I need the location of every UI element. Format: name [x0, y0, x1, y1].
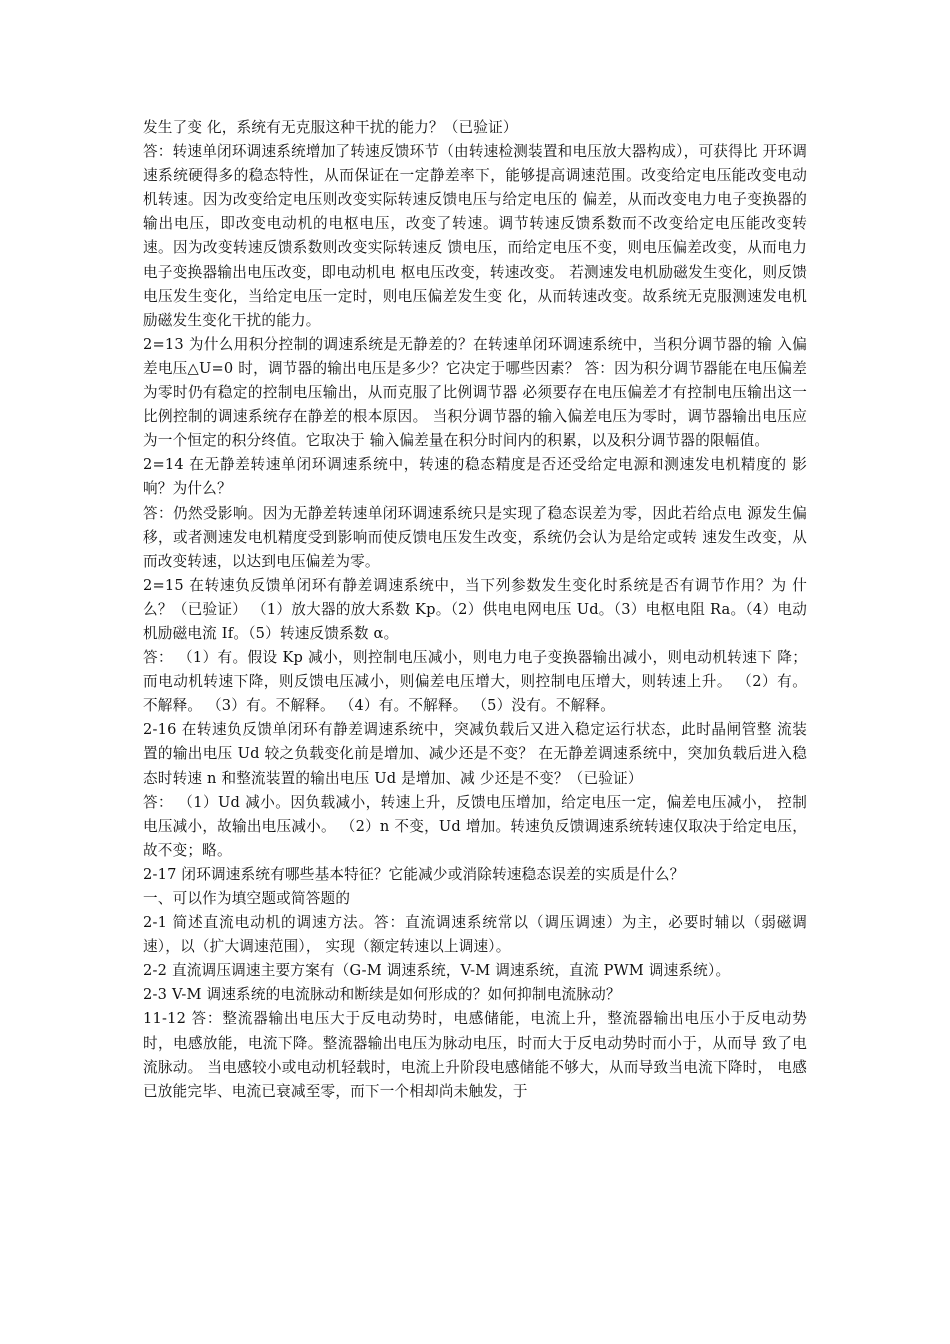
paragraph-7: 答： （1）有。假设 Kp 减小，则控制电压减小，则电力电子变换器输出减小，则电动机转速下 降；而电动机转速下降，则反馈电压减小，则偏差电压增大，则控制电压增大，则转速上升。 （2）有。不解释。 （3）有。不解释。 （4）有。不解释。 （5）没有。不解释。 — [143, 649, 807, 715]
paragraph-4: 2=14 在无静差转速单闭环调速系统中，转速的稳态精度是否还受给定电源和测速发电机精度的 影响？为什么？ — [143, 456, 807, 498]
document-page — [143, 116, 807, 1104]
paragraph-3: 2=13 为什么用积分控制的调速系统是无静差的？在转速单闭环调速系统中，当积分调节器的输 入偏差电压△U=0 时，调节器的输出电压是多少？它决定于哪些因素？ 答：因为积分调节器能在电压偏差为零时仍有稳定的控制电压输出，从而克服了比例调节器 必须要存在电压偏差才有控制电压输出这一比例控制的调速系统存在静差的根本原因。 当积分调节器的输入偏差电压为零时，调节器输出电压应为一个恒定的积分终值。它取决于 输入偏差量在积分时间内的积累，以及积分调节器的限幅值。 — [143, 335, 807, 450]
paragraph-15: 11-12 答：整流器输出电压大于反电动势时，电感储能，电流上升，整流器输出电压小于反电动势 时，电感放能，电流下降。整流器输出电压为脉动电压，时而大于反电动势时而小于，从而导 致了电流脉动。 当电感较小或电动机轻载时，电流上升阶段电感储能不够大，从而导致当电流下降时， 电感已放能完毕、电流已衰减至零，而下一个相却尚未触发，于 — [143, 1010, 807, 1100]
paragraph-13: 2-2 直流调压调速主要方案有（G-M 调速系统，V-M 调速系统，直流 PWM 调速系统）。 — [143, 962, 731, 980]
paragraph-8: 2-16 在转速负反馈单闭环有静差调速系统中，突减负载后又进入稳定运行状态，此时晶闸管整 流装置的输出电压 Ud 较之负载变化前是增加、减少还是不变？ 在无静差调速系统中，突加负载后进入稳态时转速 n 和整流装置的输出电压 Ud 是增加、减 少还是不变？（已验证） — [143, 721, 807, 787]
section-heading: 一、可以作为填空题或简答题的 — [143, 890, 351, 907]
paragraph-5: 答：仍然受影响。因为无静差转速单闭环调速系统只是实现了稳态误差为零，因此若给点电 源发生偏移，或者测速发电机精度受到影响而使反馈电压发生改变，系统仍会认为是给定或转 速发生改变，从而改变转速，以达到电压偏差为零。 — [143, 504, 807, 570]
paragraph-14: 2-3 V-M 调速系统的电流脉动和断续是如何形成的？如何抑制电流脉动？ — [143, 986, 621, 1004]
paragraph-9: 答： （1）Ud 减小。因负载减小，转速上升，反馈电压增加，给定电压一定，偏差电压减小， 控制电压减小，故输出电压减小。 （2）n 不变，Ud 增加。转速负反馈调速系统转速仅取决于给定电压，故不变；略。 — [143, 793, 807, 859]
paragraph-12: 2-1 简述直流电动机的调速方法。答：直流调速系统常以（调压调速）为主，必要时辅以（弱磁调速），以（扩大调速范围）， 实现（额定转速以上调速）。 — [143, 914, 807, 956]
paragraph-10: 2-17 闭环调速系统有哪些基本特征？它能减少或消除转速稳态误差的实质是什么？ — [143, 865, 685, 883]
paragraph-1: 发生了变 化，系统有无克服这种干扰的能力？（已验证） — [143, 119, 518, 136]
paragraph-6: 2=15 在转速负反馈单闭环有静差调速系统中，当下列参数发生变化时系统是否有调节作用？为 什么？（已验证） （1）放大器的放大系数 Kp。（2）供电电网电压 Ud。（3）电枢电阻 Ra。（4）电动机励磁电流 If。（5）转速反馈系数 α。 — [143, 576, 807, 642]
paragraph-2: 答：转速单闭环调速系统增加了转速反馈环节（由转速检测装置和电压放大器构成），可获得比 开环调速系统硬得多的稳态特性，从而保证在一定静差率下，能够提高调速范围。改变给定电压能改变电动机转速。因为改变给定电压则改变实际转速反馈电压与给定电压的 偏差，从而改变电力电子变换器的输出电压，即改变电动机的电枢电压，改变了转速。调节转速反馈系数而不改变给定电压能改变转速。因为改变转速反馈系数则改变实际转速反 馈电压，而给定电压不变，则电压偏差改变，从而电力电子变换器输出电压改变，即电动机电 枢电压改变，转速改变。 若测速发电机励磁发生变化，则反馈电压发生变化，当给定电压一定时，则电压偏差发生变 化，从而转速改变。故系统无克服测速发电机励磁发生变化干扰的能力。 — [143, 143, 807, 329]
